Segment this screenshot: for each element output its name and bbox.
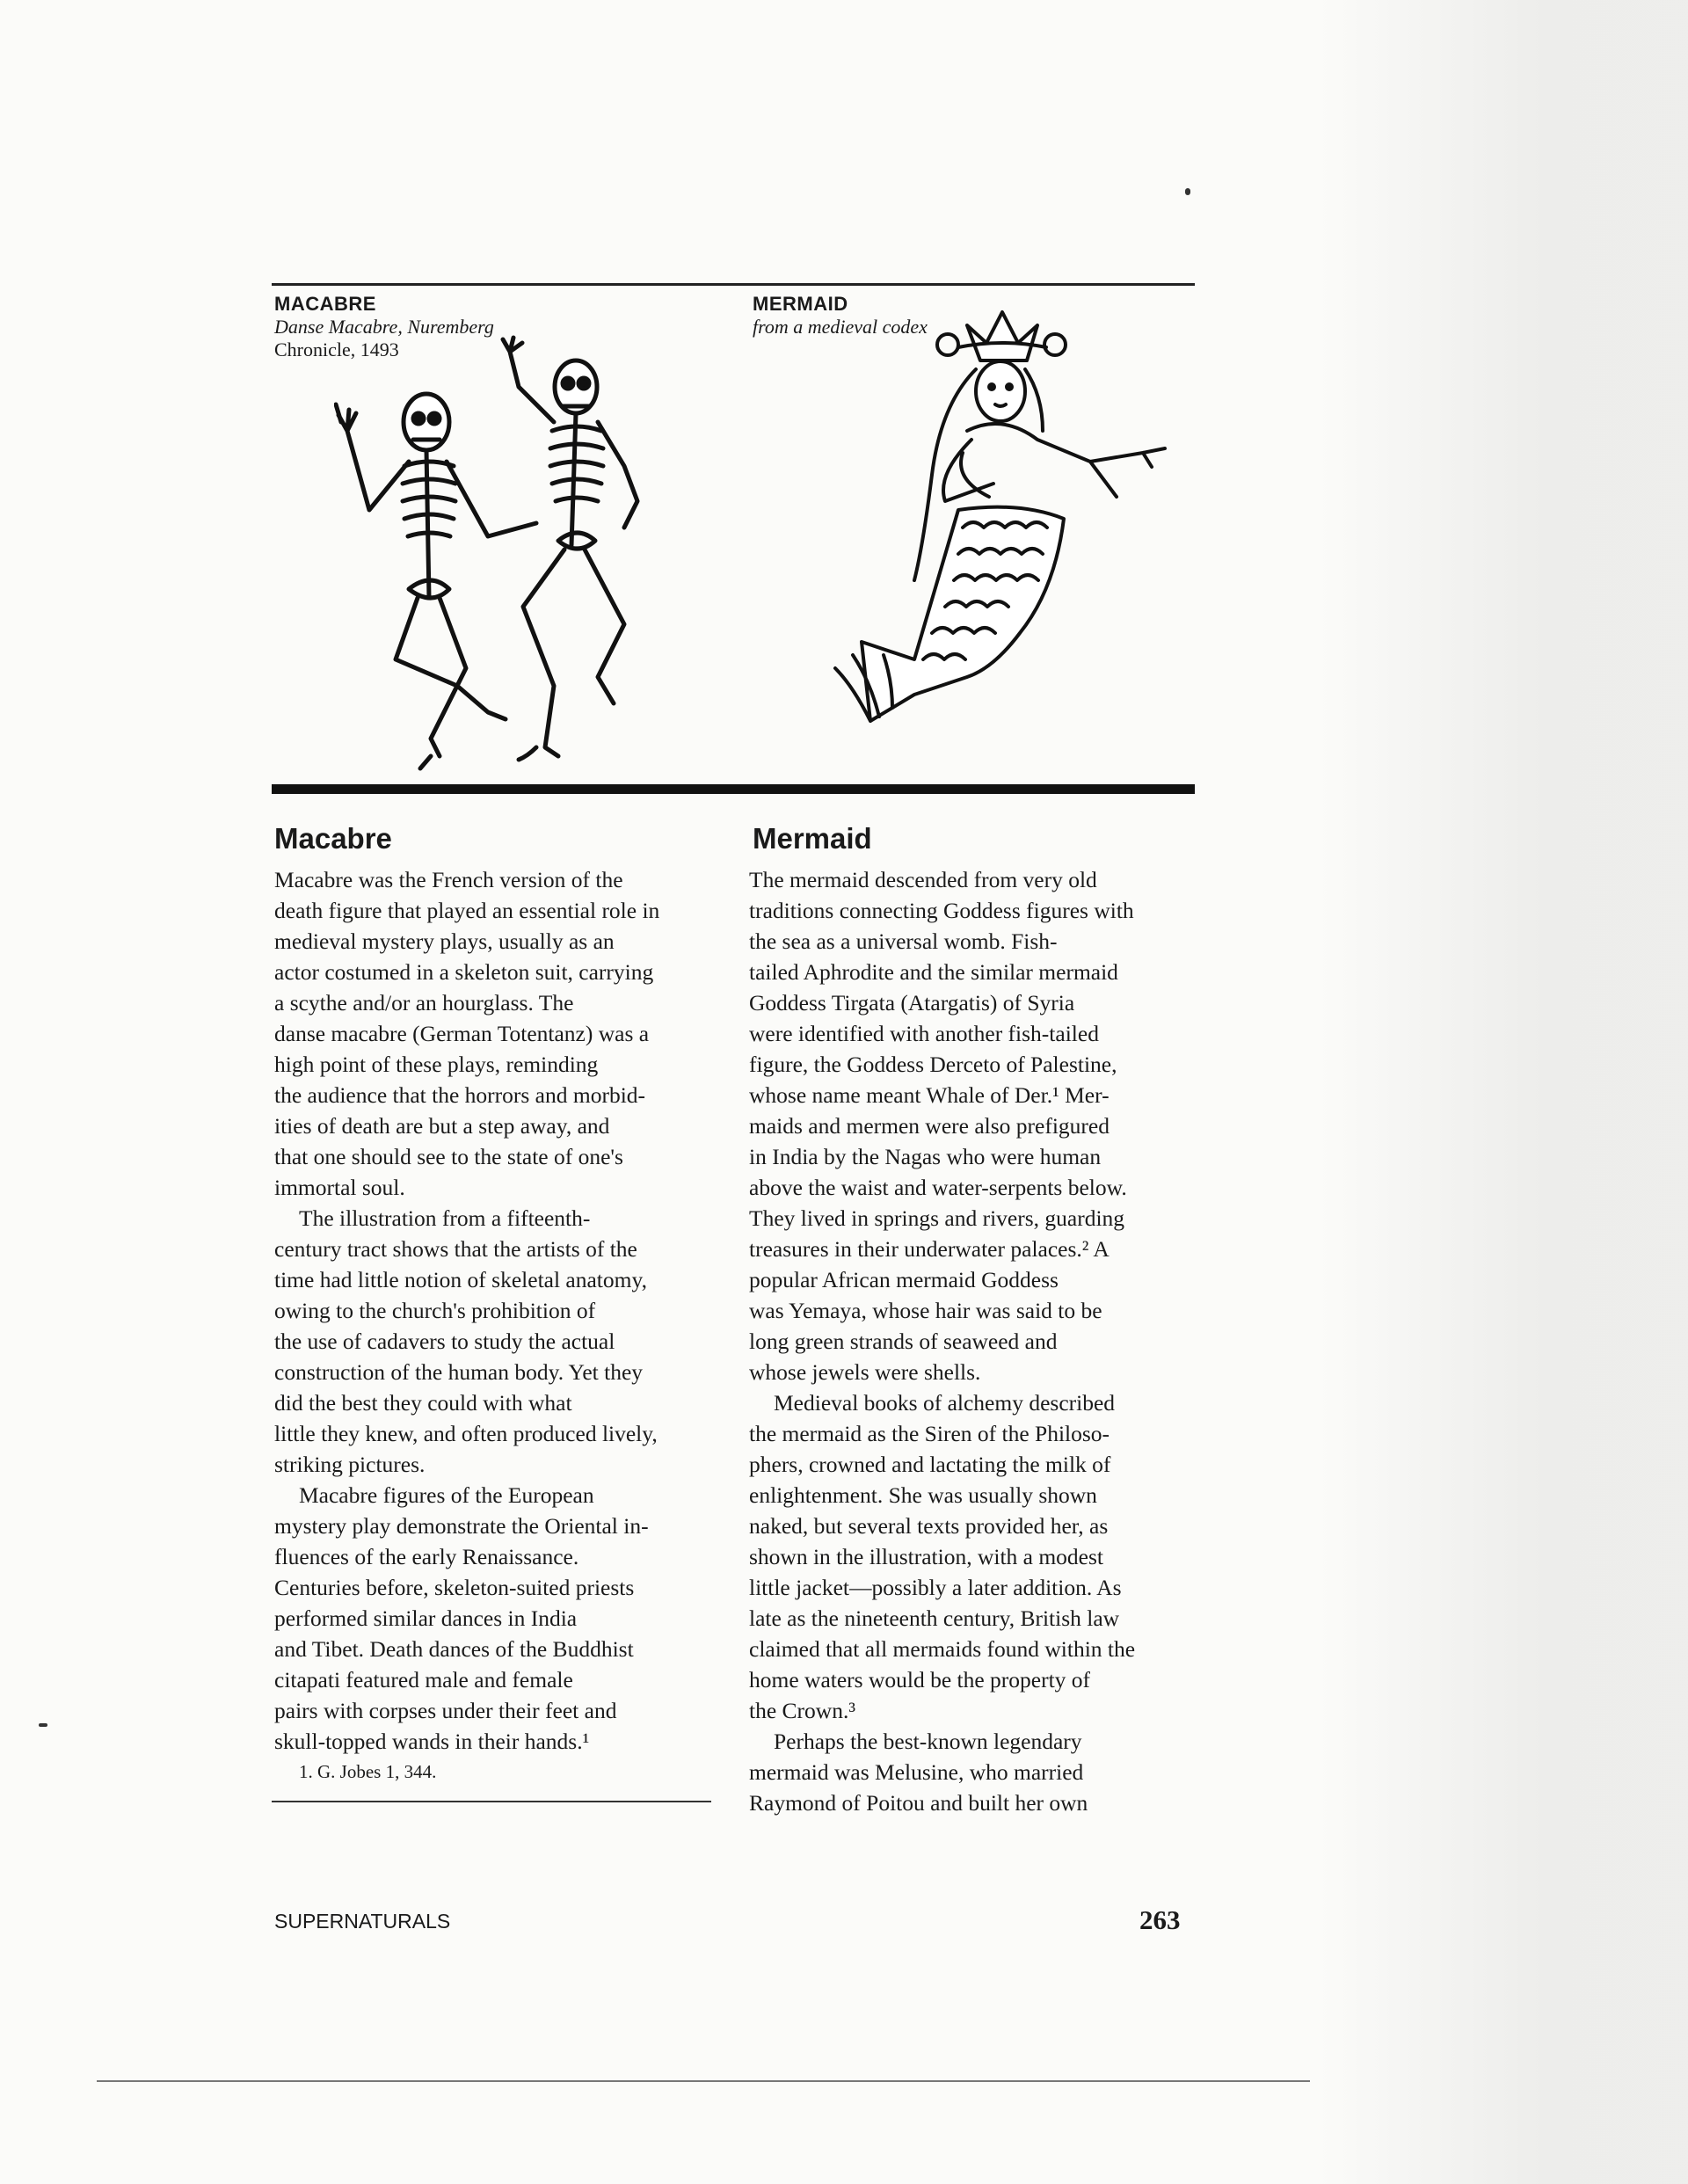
section-rule bbox=[272, 784, 1195, 794]
crowned-mermaid-illustration bbox=[791, 308, 1187, 739]
caption-source: Danse Macabre, Nuremberg bbox=[274, 316, 494, 338]
mermaid-heading: Mermaid bbox=[753, 822, 872, 855]
scan-speck bbox=[39, 1723, 47, 1727]
footnote: 1. G. Jobes 1, 344. bbox=[299, 1761, 437, 1782]
footnote-rule bbox=[272, 1801, 711, 1802]
caption-tag: MACABRE bbox=[274, 293, 376, 315]
paragraph: The illustration from a fifteenth- century tract shows that the artists of the time had little notion of skeletal anatomy, owing to the church's prohibition of the use of cadavers to study the actual construction of the human body. Yet they did the best they could with what little they knew, and often produced lively, striking pictures. bbox=[274, 1205, 658, 1477]
mermaid-article-body bbox=[749, 864, 1206, 1818]
paragraph: Perhaps the best-known legendary mermaid was Melusine, who married Raymond of Poitou and built her own bbox=[749, 1729, 1088, 1816]
scan-speck bbox=[1185, 188, 1190, 195]
macabre-heading: Macabre bbox=[274, 822, 392, 855]
macabre-article-body bbox=[274, 864, 723, 1757]
paragraph: Medieval books of alchemy described the mermaid as the Siren of the Philoso- phers, crowned and lactating the milk of enlightenment. She was usually shown naked, but several texts provided her, as shown in the illustration, with a modest little jacket—possibly a later addition. As late as the nineteenth century, British law claimed that all mermaids found within the home waters would be the property of the Crown.³ bbox=[749, 1390, 1136, 1723]
caption-tag: MERMAID bbox=[753, 293, 848, 315]
top-rule bbox=[272, 283, 1195, 286]
paragraph: Macabre figures of the European mystery play demonstrate the Oriental in- fluences of the early Renaissance. Centuries before, skeleton-suited priests performed similar dances in India and Tibet. Death dances of the Buddhist citapati featured male and female pairs with corpses under their feet and skull-topped wands in their hands.¹ bbox=[274, 1482, 649, 1754]
paragraph: Macabre was the French version of the death figure that played an essential role in medieval mystery plays, usually as an actor costumed in a skeleton suit, carrying a scythe and/or an hourglass. The danse macabre (German Totentanz) was a high point of these plays, reminding the audience that the horrors and morbid- ities of death are but a step away, and that one should see to the state of one's immortal soul. bbox=[274, 867, 660, 1200]
dancing-skeletons-illustration bbox=[334, 334, 686, 783]
paragraph: The mermaid descended from very old traditions connecting Goddess figures with the sea as a universal womb. Fish- tailed Aphrodite and the similar mermaid Goddess Tirgata (Atargatis) of Syria were identified with another fish-tailed figure, the Goddess Derceto of Palestine, whose name meant Whale of Der.¹ Mer- maids and mermen were also prefigured in India by the Nagas who were human above the waist and water-serpents below. They lived in springs and rivers, guarding treasures in their underwater palaces.² A popular African mermaid Goddess was Yemaya, whose hair was said to be long green strands of seaweed and whose jewels were shells. bbox=[749, 867, 1134, 1385]
caption-source: from a medieval codex bbox=[753, 316, 928, 338]
scan-shadow bbox=[1319, 0, 1688, 2184]
scan-edge-line bbox=[97, 2080, 1310, 2082]
running-head: SUPERNATURALS bbox=[274, 1910, 451, 1933]
caption-date: Chronicle, 1493 bbox=[274, 339, 399, 360]
page-number: 263 bbox=[1139, 1904, 1181, 1935]
